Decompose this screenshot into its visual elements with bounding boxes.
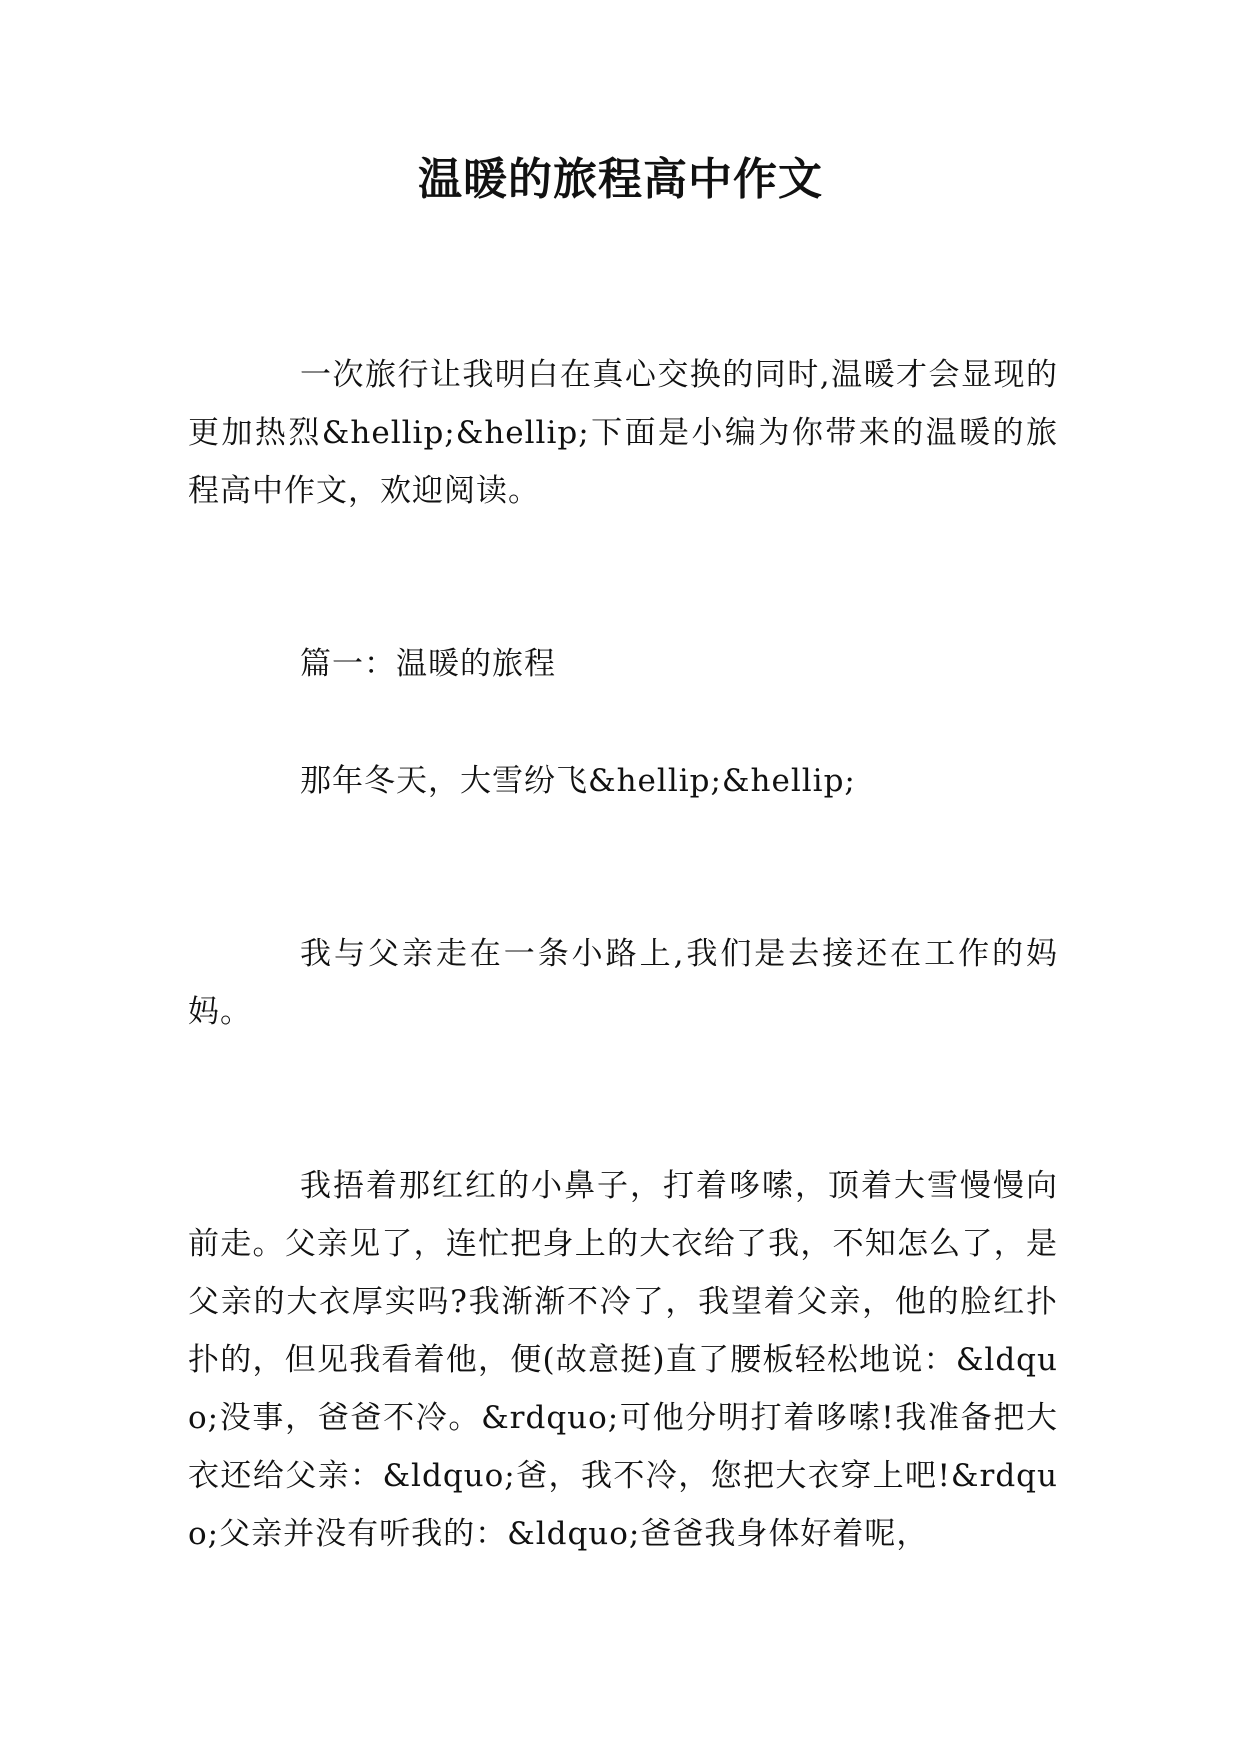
body-paragraph: 我捂着那红红的小鼻子，打着哆嗦，顶着大雪慢慢向前走。父亲见了，连忙把身上的大衣给了我，不知怎么了，是父亲的大衣厚实吗?我渐渐不冷了，我望着父亲，他的脸红扑扑的，但见我看着他，便(故意挺)直了腰板轻松地说：&ldquo;没事，爸爸不冷。&rdquo;可他分明打着哆嗦!我准备把大衣还给父亲：&ldquo;爸，我不冷，您把大衣穿上吧!&rdquo;父亲并没有听我的：&ldquo;爸爸我身体好着呢， bbox=[188, 1168, 1058, 1552]
body-paragraph: 我与父亲走在一条小路上,我们是去接还在工作的妈妈。 bbox=[188, 936, 1058, 1030]
section-heading: 篇一：温暖的旅程 bbox=[300, 646, 556, 682]
body-paragraph: 那年冬天，大雪纷飞&hellip;&hellip; bbox=[300, 763, 856, 799]
document-title: 温暖的旅程高中作文 bbox=[418, 154, 823, 205]
intro-paragraph: 一次旅行让我明白在真心交换的同时,温暖才会显现的更加热烈&hellip;&hellip;下面是小编为你带来的温暖的旅程高中作文，欢迎阅读。 bbox=[188, 357, 1058, 509]
